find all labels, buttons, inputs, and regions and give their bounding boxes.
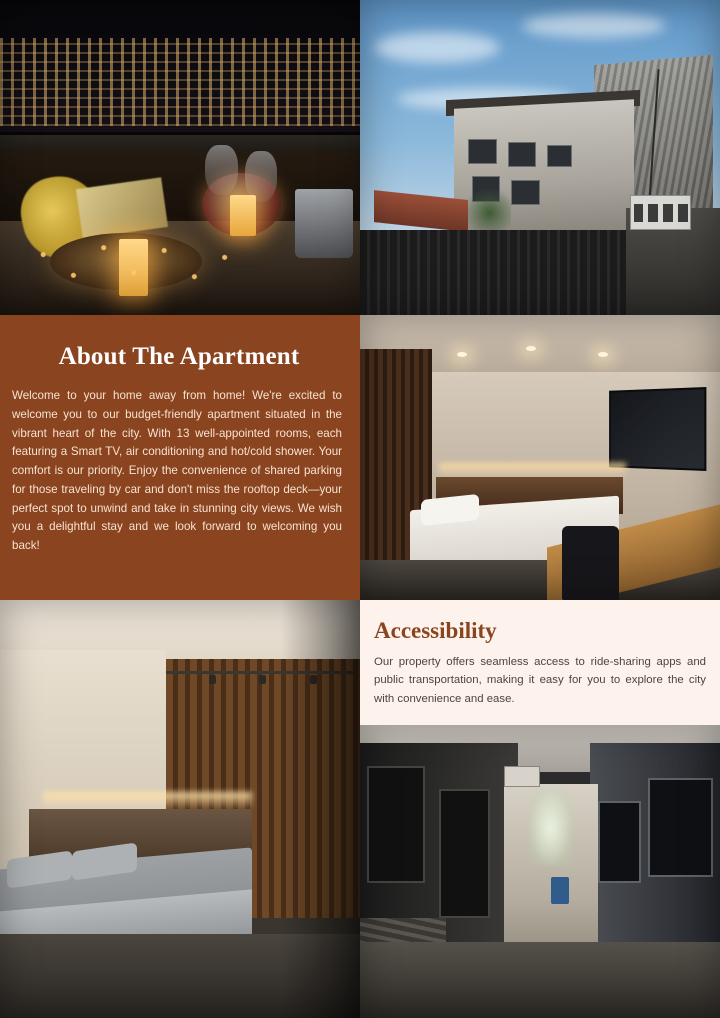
about-title: About The Apartment [58, 343, 300, 370]
photo-bedroom-double [0, 600, 360, 1018]
photo-building-exterior [360, 0, 720, 315]
photo-vignette [360, 315, 720, 600]
photo-vignette [0, 0, 360, 315]
about-body-text: Welcome to your home away from home! We're excited to welcome you to our budget-friendly apartment situated in the vibrant heart of the city. With 13 well-appointed rooms, each featuring a Smart TV, air conditioning and hot/cold shower. Your comfort is our priority. Enjoy the convenience of shared parking for those traveling by car and don't miss the rooftop deck—your perfect spot to unwind and take in stunning city views. We wish you a delightful stay and we look forward to welcoming you back! [12, 389, 342, 553]
photo-bedroom-smart-tv [360, 315, 720, 600]
accessibility-body-text: Our property offers seamless access to ride-sharing apps and public transportation, making it easy for you to explore the city with convenience and ease. [374, 656, 706, 705]
photo-rooftop-dinner [0, 0, 360, 315]
photo-vignette [0, 600, 360, 1018]
accessibility-section [360, 600, 720, 725]
accessibility-title: Accessibility [374, 618, 497, 643]
photo-hallway [360, 725, 720, 1018]
photo-vignette [360, 725, 720, 1018]
photo-vignette [360, 0, 720, 315]
about-the-apartment-section [0, 315, 360, 600]
